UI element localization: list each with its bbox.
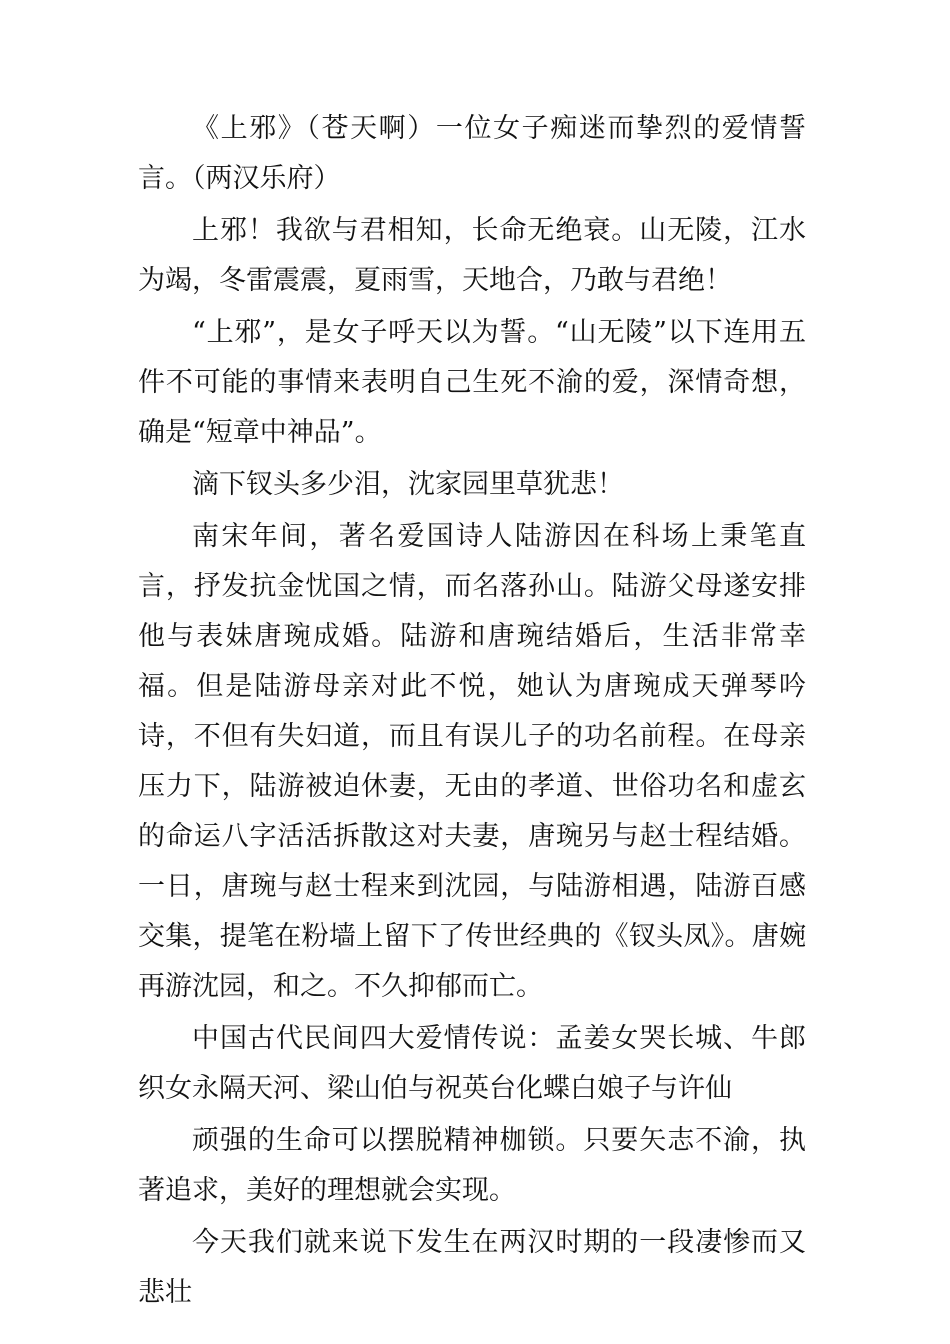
paragraph-four-legends: 中国古代民间四大爱情传说：孟姜女哭长城、牛郎织女永隔天河、梁山伯与祝英台化蝶白娘子与许仙 [138, 1023, 806, 1104]
paragraph-intro-story: 今天我们就来说下发生在两汉时期的一段凄惨而又悲壮 [138, 1227, 806, 1308]
document-page [138, 104, 806, 1320]
paragraph-poem: 上邪！我欲与君相知，长命无绝衰。山无陵，江水为竭，冬雷震震，夏雨雪，天地合，乃敢与君绝！ [138, 215, 806, 296]
paragraph-lu-you-story: 南宋年间，著名爱国诗人陆游因在科场上秉笔直言，抒发抗金忧国之情，而名落孙山。陆游父母遂安排他与表妹唐琬成婚。陆游和唐琬结婚后，生活非常幸福。但是陆游母亲对此不悦，她认为唐琬成天弹琴吟诗，不但有失妇道，而且有误儿子的功名前程。在母亲压力下，陆游被迫休妻，无由的孝道、世俗功名和虚玄的命运八字活活拆散这对夫妻，唐琬另与赵士程结婚。一日，唐琬与赵士程来到沈园，与陆游相遇，陆游百感交集，提笔在粉墙上留下了传世经典的《钗头凤》。唐婉再游沈园，和之。不久抑郁而亡。 [138, 521, 806, 1002]
paragraph-verse-line: 滴下钗头多少泪，沈家园里草犹悲！ [192, 469, 624, 500]
paragraph-perseverance: 顽强的生命可以摆脱精神枷锁。只要矢志不渝，执著追求，美好的理想就会实现。 [138, 1125, 806, 1206]
paragraph-title: 《上邪》（苍天啊）一位女子痴迷而挚烈的爱情誓言。（两汉乐府） [138, 113, 806, 194]
paragraph-poem-commentary: “上邪”，是女子呼天以为誓。“山无陵”以下连用五件不可能的事情来表明自己生死不渝的爱，深情奇想，确是“短章中神品”。 [138, 317, 806, 448]
